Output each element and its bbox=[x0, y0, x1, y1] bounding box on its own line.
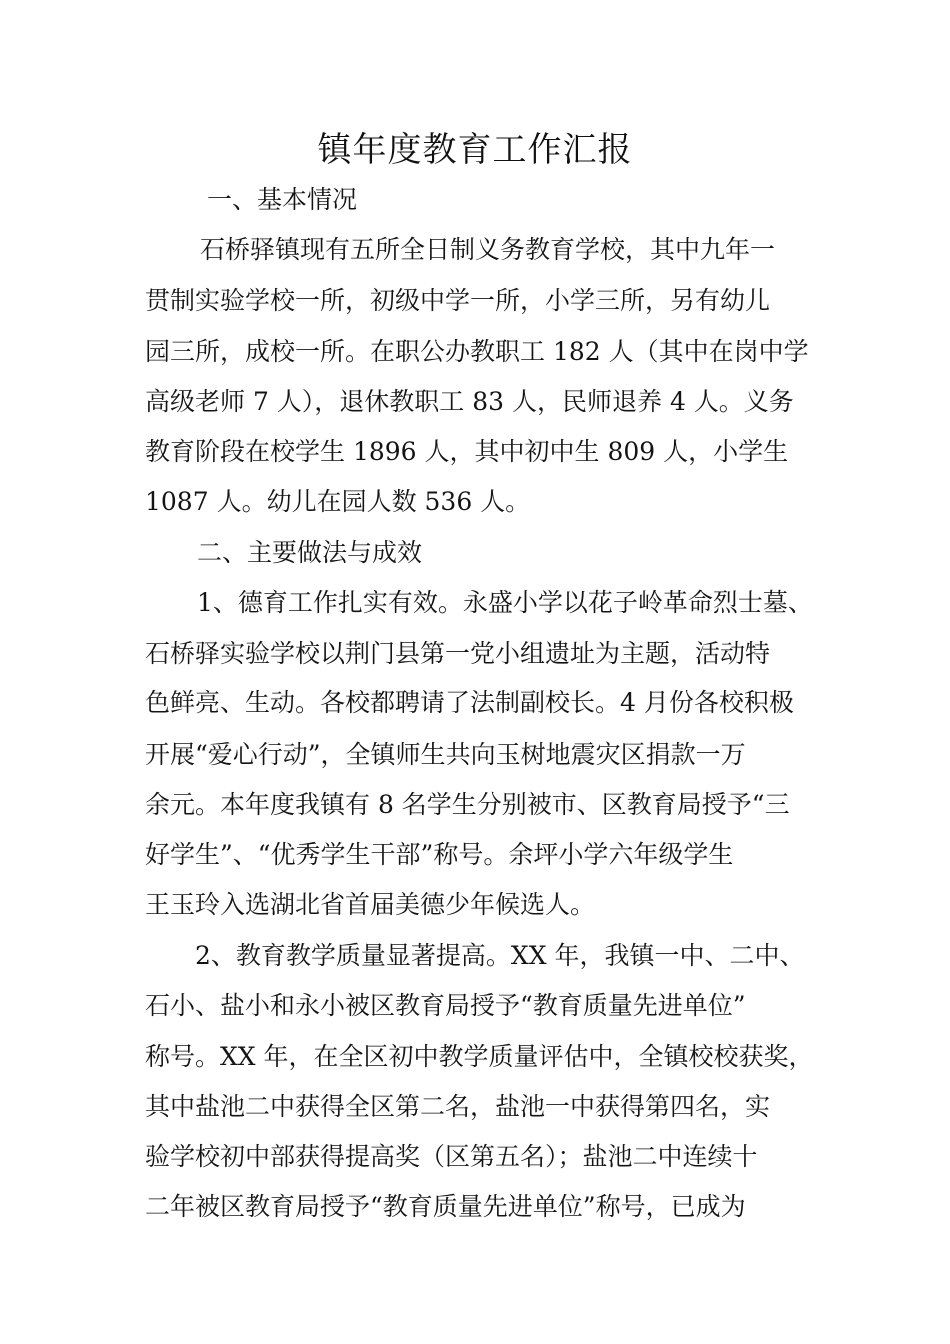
paragraph-line: 石桥驿镇现有五所全日制义务教育学校，其中九年一 bbox=[200, 235, 776, 264]
paragraph-line: 1087 人。幼儿在园人数 536 人。 bbox=[145, 487, 531, 516]
paragraph-line: 1、德育工作扎实有效。永盛小学以花子岭革命烈士墓、 bbox=[197, 588, 813, 617]
paragraph-line: 高级老师 7 人），退休教职工 83 人，民师退养 4 人。义务 bbox=[145, 387, 794, 416]
paragraph-line: 园三所，成校一所。在职公办教职工 182 人（其中在岗中学 bbox=[145, 337, 809, 366]
paragraph-line: 王玉玲入选湖北省首届美德少年候选人。 bbox=[145, 890, 596, 919]
paragraph-line: 开展“爱心行动”，全镇师生共向玉树地震灾区捐款一万 bbox=[145, 740, 746, 769]
paragraph-line: 贯制实验学校一所，初级中学一所，小学三所，另有幼儿 bbox=[145, 286, 771, 315]
paragraph-line: 其中盐池二中获得全区第二名，盐池一中获得第四名，实 bbox=[145, 1092, 771, 1121]
paragraph-line: 好学生”、“优秀学生干部”称号。余坪小学六年级学生 bbox=[145, 840, 734, 869]
section-heading-practices-results: 二、主要做法与成效 bbox=[197, 538, 423, 567]
document-title: 镇年度教育工作汇报 bbox=[317, 130, 633, 170]
paragraph-line: 二年被区教育局授予“教育质量先进单位”称号，已成为 bbox=[145, 1192, 746, 1221]
paragraph-line: 石小、盐小和永小被区教育局授予“教育质量先进单位” bbox=[145, 991, 746, 1020]
paragraph-line: 余元。本年度我镇有 8 名学生分别被市、区教育局授予“三 bbox=[145, 790, 790, 819]
paragraph-line: 色鲜亮、生动。各校都聘请了法制副校长。4 月份各校积极 bbox=[145, 688, 794, 717]
paragraph-line: 验学校初中部获得提高奖（区第五名）；盐池二中连续十 bbox=[145, 1142, 758, 1171]
paragraph-line: 称号。XX 年，在全区初中教学质量评估中，全镇校校获奖， bbox=[145, 1042, 814, 1071]
paragraph-line: 2、教育教学质量显著提高。XX 年，我镇一中、二中、 bbox=[195, 941, 805, 970]
paragraph-line: 教育阶段在校学生 1896 人，其中初中生 809 人，小学生 bbox=[145, 437, 789, 466]
section-heading-basic-situation: 一、基本情况 bbox=[207, 185, 358, 214]
paragraph-line: 石桥驿实验学校以荆门县第一党小组遗址为主题，活动特 bbox=[145, 639, 771, 668]
